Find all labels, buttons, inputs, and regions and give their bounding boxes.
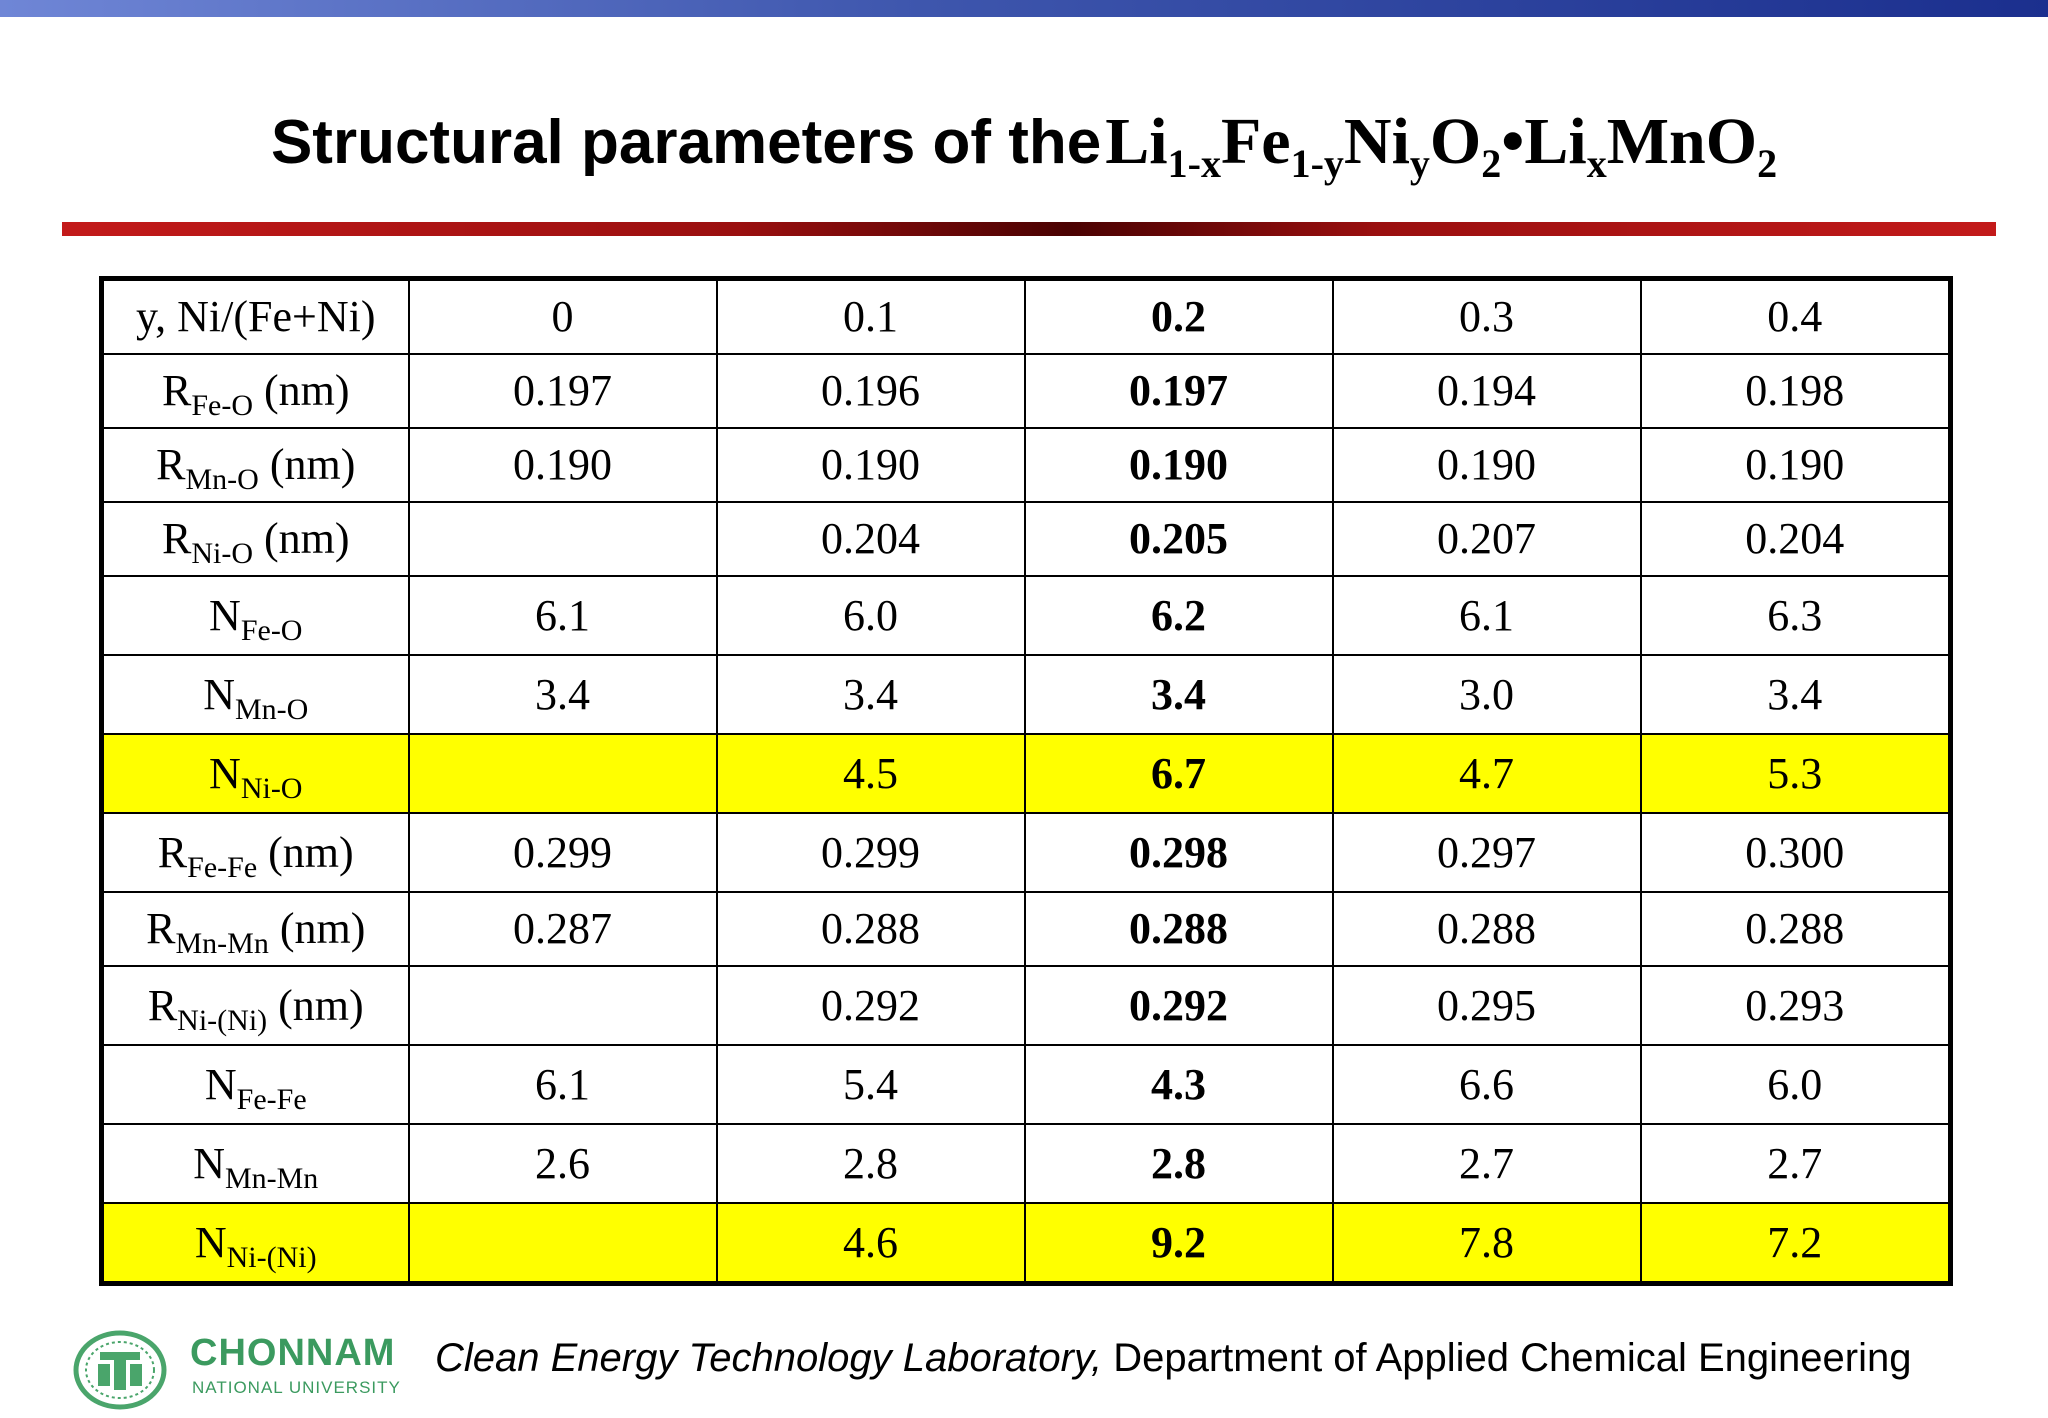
table-cell: 7.2 [1641,1203,1951,1284]
table-cell: 6.0 [717,576,1025,655]
university-seal-icon [70,1330,170,1410]
formula-part: O [1429,105,1482,178]
row-label [102,813,409,892]
row-label-symbol: N [209,748,241,798]
table-cell: 6.1 [1333,576,1641,655]
table-cell: 0.288 [1333,892,1641,966]
row-label-symbol: N [209,590,241,640]
row-label-unit: (nm) [268,904,366,953]
table-cell: 3.4 [1641,655,1951,734]
table-cell: 0.298 [1025,813,1333,892]
table-row [102,655,1951,734]
table-cell: 3.4 [409,655,717,734]
row-label-subscript: Fe-Fe [236,1082,307,1116]
table-cell: 0.287 [409,892,717,966]
table-cell: 0.190 [1641,428,1951,502]
row-label-unit: (nm) [252,514,350,563]
row-label [102,892,409,966]
row-label-symbol: R [161,366,192,415]
row-label-symbol: R [157,827,188,877]
table-cell: 0.299 [717,813,1025,892]
title-prefix: Structural parameters of the [270,108,1102,177]
table-cell: 0.204 [717,502,1025,576]
table-cell: 2.7 [1641,1124,1951,1203]
university-name: CHONNAM [190,1332,396,1374]
table-cell: 0.196 [717,354,1025,428]
formula-subscript: 2 [1481,141,1502,186]
row-label-subscript: Fe-Fe [187,850,258,884]
table-row [102,1045,1951,1124]
table-cell: 0.190 [1333,428,1641,502]
table-cell: 0.4 [1641,279,1951,355]
table-cell: 5.4 [717,1045,1025,1124]
table-cell: 0.299 [409,813,717,892]
row-label-subscript: Ni-(Ni) [226,1240,317,1274]
footer-credit [435,1336,1911,1381]
table-cell: 3.0 [1333,655,1641,734]
row-label-subscript: Mn-Mn [224,1161,319,1195]
table-cell: 9.2 [1025,1203,1333,1284]
row-label-subscript: Mn-O [185,463,259,496]
top-accent-bar [0,0,2048,17]
table-cell [409,966,717,1045]
title-divider [62,222,1996,236]
table-cell: 3.4 [1025,655,1333,734]
row-label-subscript: Mn-O [234,692,309,726]
formula-subscript: x [1586,141,1607,186]
formula-part: Ni [1343,105,1410,178]
table-row [102,813,1951,892]
formula-part: Li [1105,105,1168,178]
footer [70,1330,1990,1410]
table-cell: 2.6 [409,1124,717,1203]
row-label-unit: (nm) [252,366,350,415]
table-cell: 6.1 [409,576,717,655]
formula-subscript: 1-x [1167,141,1221,186]
formula-part: MnO [1606,105,1758,178]
table-cell: 6.1 [409,1045,717,1124]
table-cell: 4.6 [717,1203,1025,1284]
table-cell: 0.190 [1025,428,1333,502]
row-label-unit: (nm) [257,827,354,877]
formula-subscript: 2 [1757,141,1778,186]
table-cell: 0.293 [1641,966,1951,1045]
table-cell: 0.190 [409,428,717,502]
table-cell: 0.198 [1641,354,1951,428]
table-cell: 0.1 [717,279,1025,355]
row-label [102,502,409,576]
row-label-subscript: Mn-Mn [175,927,269,960]
table-cell: 6.2 [1025,576,1333,655]
table-cell: 2.7 [1333,1124,1641,1203]
table-cell: 0.2 [1025,279,1333,355]
table-cell [409,1203,717,1284]
row-label-unit: (nm) [258,440,356,489]
row-label-symbol: N [193,1138,225,1188]
slide-title [0,102,2048,199]
row-label-symbol: R [147,980,178,1030]
row-label [102,576,409,655]
table-cell: 0.300 [1641,813,1951,892]
table-cell: 0.205 [1025,502,1333,576]
row-label [102,279,409,355]
table-row [102,502,1951,576]
row-label-subscript: Ni-O [191,537,253,570]
row-label-subscript: Fe-O [191,389,253,422]
table-cell [409,734,717,813]
title-formula [1105,105,1778,186]
row-label [102,655,409,734]
table-row [102,576,1951,655]
table-row [102,892,1951,966]
row-label [102,1203,409,1284]
row-label-symbol: y, Ni/(Fe+Ni) [136,292,376,341]
row-label-symbol: R [161,514,192,563]
row-label-subscript: Fe-O [240,613,303,647]
table-cell: 0.288 [1025,892,1333,966]
table-cell: 6.0 [1641,1045,1951,1124]
formula-part: Fe [1220,105,1291,178]
table-cell: 4.3 [1025,1045,1333,1124]
table-cell: 0.197 [1025,354,1333,428]
row-label-subscript: Ni-O [240,771,303,805]
department-name: Department of Applied Chemical Engineering [1102,1336,1912,1380]
row-label [102,428,409,502]
table-row [102,1124,1951,1203]
table-row [102,1203,1951,1284]
table-cell: 2.8 [1025,1124,1333,1203]
table-cell: 0.292 [717,966,1025,1045]
lab-name: Clean Energy Technology Laboratory, [435,1336,1103,1380]
table-cell: 5.3 [1641,734,1951,813]
table-cell: 6.6 [1333,1045,1641,1124]
table-cell: 0.288 [717,892,1025,966]
table-cell: 4.5 [717,734,1025,813]
table-cell: 0.194 [1333,354,1641,428]
row-label [102,966,409,1045]
row-label [102,1124,409,1203]
table-cell: 4.7 [1333,734,1641,813]
table-cell: 0.207 [1333,502,1641,576]
table-cell: 0.295 [1333,966,1641,1045]
table-row [102,279,1951,355]
table-cell: 7.8 [1333,1203,1641,1284]
table-row [102,966,1951,1045]
table-cell: 0.204 [1641,502,1951,576]
table-cell: 0.292 [1025,966,1333,1045]
table-cell: 0 [409,279,717,355]
structural-parameters-table [99,276,1953,1286]
table-row [102,428,1951,502]
table-row [102,734,1951,813]
table-cell: 0.288 [1641,892,1951,966]
row-label-symbol: N [194,1217,227,1267]
university-subtitle: NATIONAL UNIVERSITY [192,1378,401,1397]
table-cell: 0.197 [409,354,717,428]
table-cell: 3.4 [717,655,1025,734]
row-label-symbol: N [203,669,235,719]
formula-subscript: 1-y [1290,141,1344,186]
row-label [102,734,409,813]
formula-subscript: y [1409,141,1430,186]
row-label-symbol: R [146,904,176,953]
table-cell: 2.8 [717,1124,1025,1203]
table-row [102,354,1951,428]
table-cell: 0.3 [1333,279,1641,355]
table-cell: 0.297 [1333,813,1641,892]
table-cell [409,502,717,576]
table-cell: 6.7 [1025,734,1333,813]
row-label [102,354,409,428]
formula-part: •Li [1501,105,1587,178]
row-label [102,1045,409,1124]
row-label-symbol: N [204,1059,237,1109]
row-label-unit: (nm) [267,980,364,1030]
row-label-symbol: R [156,440,186,489]
table-cell: 6.3 [1641,576,1951,655]
row-label-subscript: Ni-(Ni) [177,1003,268,1037]
table-cell: 0.190 [717,428,1025,502]
